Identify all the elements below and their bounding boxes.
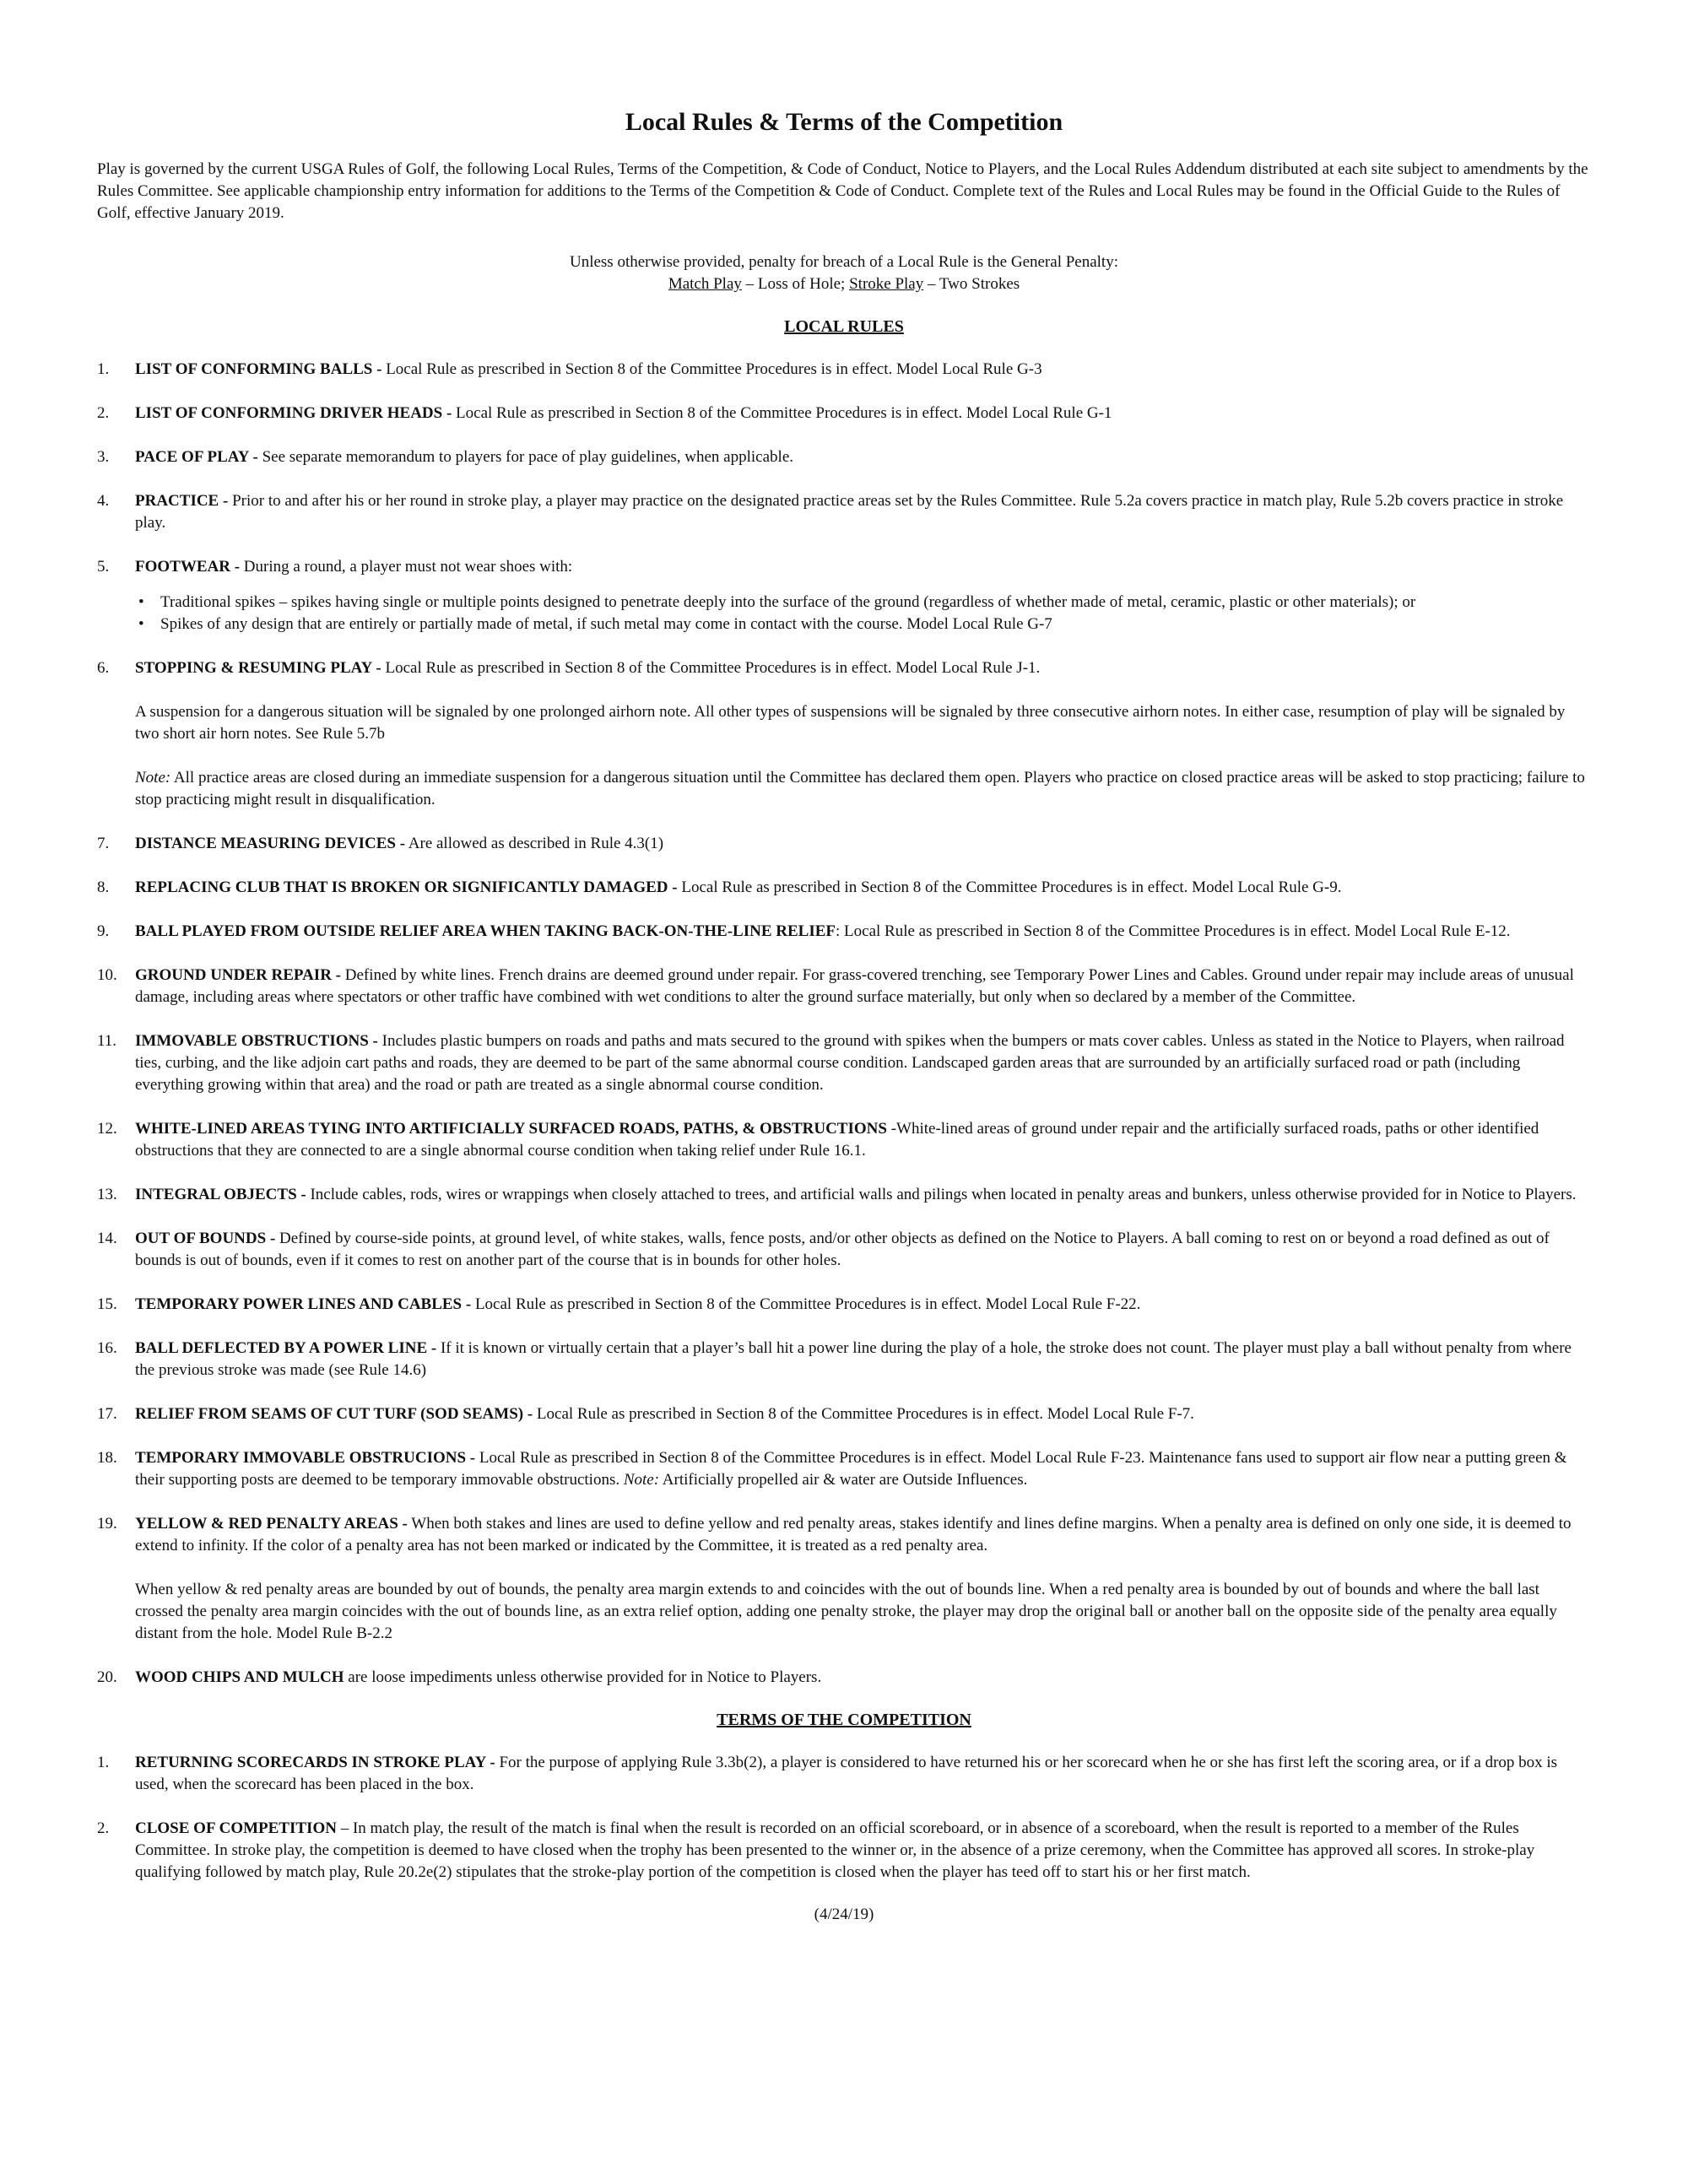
local-rule-item: [97, 921, 1591, 943]
rule-heading: BALL DEFLECTED BY A POWER LINE -: [135, 1339, 437, 1357]
local-rules-list: [97, 359, 1591, 1689]
rule-text: See separate memorandum to players for pace of play guidelines, when applicable.: [257, 448, 793, 466]
rule-text: If it is known or virtually certain that a player’s ball hit a power line during the play of a hole, the stroke does not count. The player must play a ball without penalty from where the previous stroke was made (see Rule 14.6): [135, 1339, 1572, 1379]
rule-number: 11.: [97, 1032, 117, 1050]
terms-heading: TERMS OF THE COMPETITION: [717, 1711, 971, 1729]
rule-heading: WHITE-LINED AREAS TYING INTO ARTIFICIALLY SURFACED ROADS, PATHS, & OBSTRUCTIONS: [135, 1120, 887, 1138]
rule-number: 3.: [97, 448, 110, 466]
rule-number: 8.: [97, 878, 110, 896]
stroke-play-label: Stroke Play: [849, 275, 924, 293]
local-rule-item: [97, 1294, 1591, 1316]
rule-number: 6.: [97, 659, 110, 677]
rule-heading: PRACTICE -: [135, 492, 229, 510]
term-heading: RETURNING SCORECARDS IN STROKE PLAY -: [135, 1754, 495, 1771]
rule-heading: GROUND UNDER REPAIR -: [135, 966, 342, 984]
footer-date: (4/24/19): [814, 1906, 874, 1923]
match-play-label: Match Play: [668, 275, 742, 293]
rule-heading: REPLACING CLUB THAT IS BROKEN OR SIGNIFICANTLY DAMAGED -: [135, 878, 678, 896]
local-rule-item: [97, 877, 1591, 899]
bullet-text: Traditional spikes – spikes having single or multiple points designed to penetrate deeply into the surface of the ground (regardless of whether made of metal, ceramic, plastic or other materials); or: [160, 593, 1416, 611]
rule-number: 2.: [97, 404, 110, 422]
rule-text: Prior to and after his or her round in stroke play, a player may practice on the designated practice areas set by the Rules Committee. Rule 5.2a covers practice in match play, Rule 5.2b covers practice in stroke play.: [135, 492, 1564, 532]
rule-6-suspension-paragraph: A suspension for a dangerous situation will be signaled by one prolonged airhorn note. All other types of suspensions will be signaled by three consecutive airhorn notes. In either case, resumption of play will be signaled by two short air horn notes. See Rule 5.7b: [135, 703, 1566, 743]
rule-number: 14.: [97, 1230, 117, 1247]
local-rules-heading: LOCAL RULES: [784, 317, 904, 336]
local-rule-item: [97, 403, 1591, 424]
penalty-line: Unless otherwise provided, penalty for breach of a Local Rule is the General Penalty:: [569, 253, 1118, 271]
bullet-icon: •: [138, 593, 144, 611]
local-rule-item: [97, 1118, 1591, 1162]
local-rule-item: [97, 657, 1591, 679]
rule-number: 7.: [97, 835, 110, 852]
term-text: – In match play, the result of the match is final when the result is recorded on an official scoreboard, or in absence of a scoreboard, when the result is reported to a member of the Rules Committee. In stroke play, the competition is deemed to have closed when the trophy has been presented to the winner or, in the absence of a prize ceremony, when the Committee has approved all scores. In stroke-play qualifying followed by match play, Rule 20.2e(2) stipulates that the stroke-play portion of the competition is closed when the player has teed off to start his or her first match.: [135, 1819, 1535, 1881]
rule-heading: TEMPORARY IMMOVABLE OBSTRUCIONS -: [135, 1449, 476, 1467]
note-label: Note:: [135, 769, 171, 787]
rule-19-out-of-bounds-paragraph: When yellow & red penalty areas are bounded by out of bounds, the penalty area margin extends to and coincides with the out of bounds line. When a red penalty area is bounded by out of bounds and where the ball last crossed the penalty area margin coincides with the out of bounds line, as an extra relief option, adding one penalty stroke, the player may drop the original ball or another ball on the opposite side of the penalty area equally distant from the hole. Model Rule B-2.2: [135, 1581, 1557, 1642]
local-rule-item: [97, 1228, 1591, 1272]
rule-number: 15.: [97, 1295, 117, 1313]
local-rule-item: [97, 556, 1591, 578]
rule-heading: RELIEF FROM SEAMS OF CUT TURF (SOD SEAMS) -: [135, 1405, 533, 1423]
rule-text: Local Rule as prescribed in Section 8 of the Committee Procedures is in effect. Model Local Rule J-1.: [381, 659, 1041, 677]
rule-heading: FOOTWEAR -: [135, 558, 241, 576]
rule-text: During a round, a player must not wear shoes with:: [240, 558, 573, 576]
rule-heading: LIST OF CONFORMING DRIVER HEADS -: [135, 404, 452, 422]
rule-text: Include cables, rods, wires or wrappings when closely attached to trees, and artificial walls and pilings when located in penalty areas and bunkers, unless otherwise provided for in Notice to Players.: [306, 1186, 1577, 1203]
rule-number: 19.: [97, 1515, 117, 1533]
local-rule-item: [97, 1667, 1591, 1689]
rule-number: 17.: [97, 1405, 117, 1423]
local-rule-item: [97, 359, 1591, 381]
note-label: Note:: [623, 1471, 660, 1489]
rule-text: -White-lined areas of ground under repair and the artificially surfaced roads, paths or other identified obstructions that they are connected to are a single abnormal course condition when taking relief under Rule 16.1.: [135, 1120, 1539, 1160]
page-title: Local Rules & Terms of the Competition: [625, 108, 1063, 136]
local-rule-item: [97, 1184, 1591, 1206]
rule-number: 9.: [97, 922, 110, 940]
match-play-penalty: – Loss of Hole;: [741, 275, 850, 293]
rule-number: 16.: [97, 1339, 117, 1357]
bullet-item: [135, 614, 1591, 635]
rule-number: 18.: [97, 1449, 117, 1467]
rule-heading: IMMOVABLE OBSTRUCTIONS -: [135, 1032, 378, 1050]
term-heading: CLOSE OF COMPETITION: [135, 1819, 337, 1837]
rule-text: Defined by course-side points, at ground level, of white stakes, walls, fence posts, and/or other objects as defined on the Notice to Players. A ball coming to rest on or beyond a road defined as out of bounds is out of bounds, even if it comes to rest on another part of the course that is in bounds for other holes.: [135, 1230, 1550, 1269]
rule-text: Defined by white lines. French drains are deemed ground under repair. For grass-covered trenching, see Temporary Power Lines and Cables. Ground under repair may include areas of unusual damage, including areas where spectators or other traffic have combined with wet conditions to alter the ground surface materially, but only when so declared by a member of the Committee.: [135, 966, 1574, 1006]
rule-number: 1.: [97, 360, 110, 378]
rule-number: 12.: [97, 1120, 117, 1138]
bullet-icon: •: [138, 615, 144, 633]
general-penalty-statement: [97, 251, 1591, 295]
rule-number: 13.: [97, 1186, 117, 1203]
rule-text: Local Rule as prescribed in Section 8 of the Committee Procedures is in effect. Model Local Rule G-1: [452, 404, 1112, 422]
rule-number: 10.: [97, 966, 117, 984]
rule-text: Are allowed as described in Rule 4.3(1): [405, 835, 664, 852]
local-rule-item: [97, 833, 1591, 855]
note-text: All practice areas are closed during an immediate suspension for a dangerous situation until the Committee has declared them open. Players who practice on closed practice areas will be asked to stop practicing; failure to stop practicing might result in disqualification.: [135, 769, 1585, 808]
rule-number: 5.: [97, 558, 110, 576]
rule-6-note-paragraph: [135, 767, 1591, 811]
rule-heading: OUT OF BOUNDS -: [135, 1230, 276, 1247]
local-rule-item: [97, 965, 1591, 1008]
rule-text: Local Rule as prescribed in Section 8 of the Committee Procedures is in effect. Model Local Rule G-3: [381, 360, 1042, 378]
rule-text: : Local Rule as prescribed in Section 8 of the Committee Procedures is in effect. Model Local Rule E-12.: [836, 922, 1511, 940]
local-rule-item: [97, 1338, 1591, 1381]
penalty-detail: [97, 273, 1591, 295]
intro-paragraph: Play is governed by the current USGA Rules of Golf, the following Local Rules, Terms of the Competition, & Code of Conduct, Notice to Players, and the Local Rules Addendum distributed at each site subject to amendments by the Rules Committee. See applicable championship entry information for additions to the Terms of the Competition & Code of Conduct. Complete text of the Rules and Local Rules may be found in the Official Guide to the Rules of Golf, effective January 2019.: [97, 160, 1588, 222]
local-rule-item: [97, 446, 1591, 468]
rule-heading: INTEGRAL OBJECTS -: [135, 1186, 306, 1203]
rule-heading: PACE OF PLAY -: [135, 448, 258, 466]
rule-heading: LIST OF CONFORMING BALLS -: [135, 360, 382, 378]
term-item: [97, 1818, 1591, 1884]
local-rule-item: [97, 1403, 1591, 1425]
rule-text: Local Rule as prescribed in Section 8 of the Committee Procedures is in effect. Model Local Rule G-9.: [677, 878, 1342, 896]
rule-text: Includes plastic bumpers on roads and paths and mats secured to the ground with spikes when the bumpers or mats cover cables. Unless as stated in the Notice to Players, when railroad ties, curbing, and the like adjoin cart paths and roads, they are deemed to be part of the same abnormal course condition. Landscaped garden areas that are surrounded by an artificially surfaced road or path (including everything growing within that area) and the road or path are treated as a single abnormal course condition.: [135, 1032, 1565, 1094]
rule-heading: YELLOW & RED PENALTY AREAS -: [135, 1515, 408, 1533]
bullet-item: [135, 592, 1591, 614]
bullet-text: Spikes of any design that are entirely or partially made of metal, if such metal may come in contact with the course. Model Local Rule G-7: [160, 615, 1052, 633]
rule-heading: WOOD CHIPS AND MULCH: [135, 1668, 344, 1686]
rule-text: Local Rule as prescribed in Section 8 of the Committee Procedures is in effect. Model Local Rule F-7.: [533, 1405, 1194, 1423]
rule-number: 4.: [97, 492, 110, 510]
local-rule-item: [97, 1513, 1591, 1557]
rule-number: 20.: [97, 1668, 117, 1686]
local-rule-item: [97, 1447, 1591, 1491]
local-rule-item: [97, 1030, 1591, 1096]
note-text: Artificially propelled air & water are Outside Influences.: [659, 1471, 1028, 1489]
rule-text: Local Rule as prescribed in Section 8 of the Committee Procedures is in effect. Model Local Rule F-22.: [471, 1295, 1141, 1313]
document-page: [97, 108, 1591, 1924]
rule-heading: DISTANCE MEASURING DEVICES -: [135, 835, 406, 852]
rule-heading: BALL PLAYED FROM OUTSIDE RELIEF AREA WHEN TAKING BACK-ON-THE-LINE RELIEF: [135, 922, 836, 940]
rule-text: Local Rule as prescribed in Section 8 of the Committee Procedures is in effect. Model Local Rule F-23. Maintenance fans used to support air flow near a putting green & their supporting posts are deemed to be temporary immovable obstructions.: [135, 1449, 1567, 1489]
rule-text: are loose impediments unless otherwise provided for in Notice to Players.: [344, 1668, 822, 1686]
stroke-play-penalty: – Two Strokes: [923, 275, 1020, 293]
term-text: For the purpose of applying Rule 3.3b(2), a player is considered to have returned his or her scorecard when he or she has first left the scoring area, or if a drop box is used, when the scorecard has been placed in the box.: [135, 1754, 1558, 1793]
term-number: 2.: [97, 1819, 110, 1837]
footwear-bullet-list: [135, 592, 1591, 635]
term-item: [97, 1752, 1591, 1796]
rule-text: When both stakes and lines are used to define yellow and red penalty areas, stakes identify and lines define margins. When a penalty area is defined on only one side, it is deemed to extend to infinity. If the color of a penalty area has not been marked or indicated by the Committee, it is treated as a red penalty area.: [135, 1515, 1572, 1554]
rule-heading: TEMPORARY POWER LINES AND CABLES -: [135, 1295, 472, 1313]
terms-list: [97, 1752, 1591, 1884]
term-number: 1.: [97, 1754, 110, 1771]
local-rule-item: [97, 490, 1591, 534]
rule-heading: STOPPING & RESUMING PLAY -: [135, 659, 381, 677]
